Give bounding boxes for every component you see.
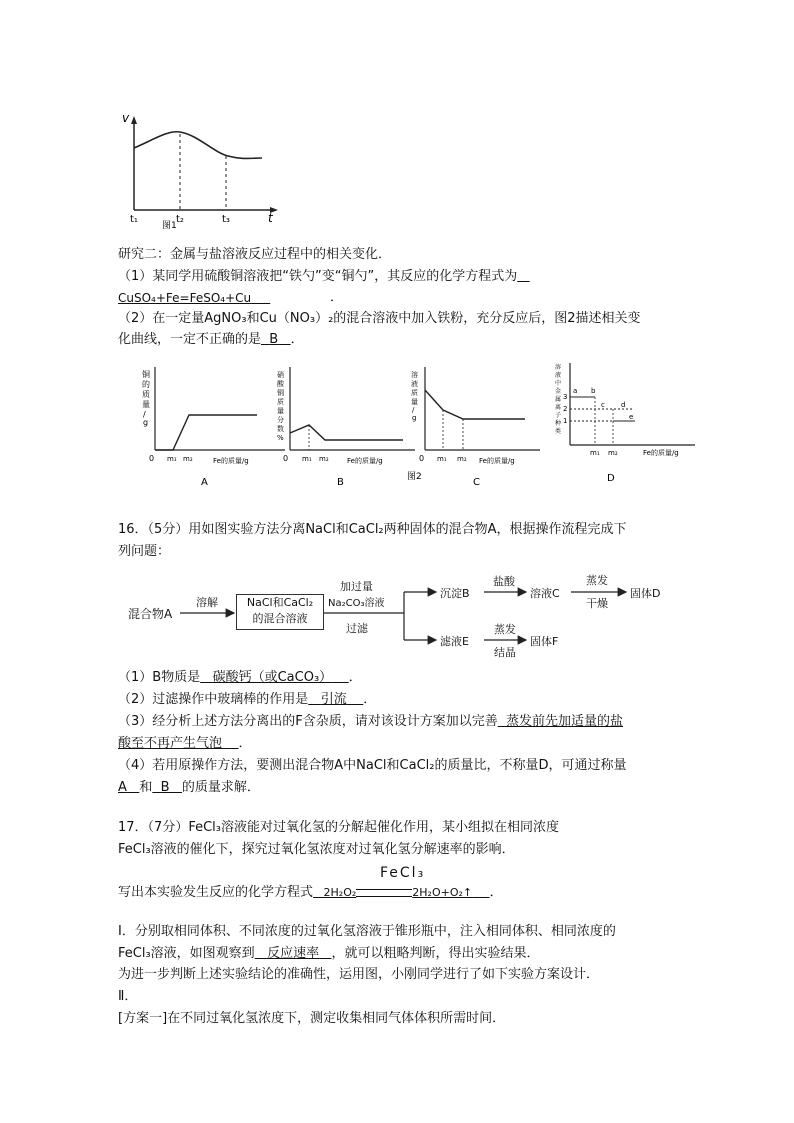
fig2-caption: 图2 — [407, 472, 422, 482]
fig1-tick-t2: t₂ — [176, 214, 184, 225]
flow-acid: 盐酸 — [493, 575, 515, 588]
fig1-tick-t1: t₁ — [130, 214, 138, 225]
q16-line2: 列问题： — [118, 544, 171, 559]
q16-answer-4b: A 和 B 的质量求解． — [118, 780, 260, 795]
fig1-x-label: t — [268, 211, 273, 225]
q17-part1-line2: FeCl₃溶液，如图观察到 反应速率 ，就可以粗略判断，得出实验结果． — [118, 946, 540, 961]
q17-line1: 17．（7分）FeCl₃溶液能对过氧化氢的分解起催化作用，某小组拟在相同浓度 — [118, 820, 559, 835]
q16-answer-1: （1）B物质是 碳酸钙（或CaCO₃） ． — [118, 670, 362, 685]
q17-equation: 写出本实验发生反应的化学方程式 2H₂O₂ 2H₂O+O₂↑ ． — [118, 885, 503, 900]
svg-text:Fe的质量/g: Fe的质量/g — [347, 457, 383, 465]
svg-text:金: 金 — [555, 388, 562, 395]
svg-text:液: 液 — [411, 380, 418, 388]
fig2-label-a: A — [201, 477, 208, 488]
svg-text:数: 数 — [277, 425, 284, 433]
svg-text:d: d — [621, 401, 626, 409]
svg-text:m₂: m₂ — [457, 455, 467, 463]
fig2-panel-d — [555, 363, 695, 484]
svg-text:0: 0 — [283, 454, 289, 463]
svg-text:e: e — [629, 413, 634, 421]
q17-part2: Ⅱ． — [118, 989, 138, 1004]
svg-text:m₂: m₂ — [608, 449, 618, 457]
fig1-caption: 图1 — [162, 221, 177, 230]
svg-text:质: 质 — [411, 389, 418, 397]
fig1-y-label: v — [122, 111, 130, 125]
flow-solution-c: 溶液C — [530, 587, 560, 600]
svg-text:溶: 溶 — [411, 371, 418, 379]
q17-line2: FeCl₃溶液的催化下，探究过氧化氢浓度对过氧化氢分解速率的影响． — [118, 842, 515, 857]
svg-text:种: 种 — [555, 420, 562, 427]
flow-crystallize: 结晶 — [494, 646, 516, 659]
svg-text:量: 量 — [277, 407, 284, 415]
svg-text:Fe的质量/g: Fe的质量/g — [643, 449, 679, 457]
flow-start: 混合物A — [128, 607, 173, 621]
flow-add-reagent-2: Na₂CO₃溶液 — [328, 598, 385, 609]
svg-text:溶: 溶 — [555, 364, 562, 371]
svg-text:属: 属 — [555, 396, 562, 403]
flow-evaporate-1: 蒸发 — [586, 574, 608, 587]
q2-answer: B — [269, 332, 279, 347]
svg-text:Fe的质量/g: Fe的质量/g — [213, 457, 249, 465]
fig2-label-c: C — [473, 477, 480, 488]
velocity-curve — [134, 132, 262, 159]
svg-text:a: a — [573, 387, 578, 395]
svg-text:量: 量 — [142, 400, 150, 409]
svg-text:子: 子 — [555, 412, 562, 419]
study2-q1 — [118, 268, 530, 286]
svg-text:%: % — [277, 434, 284, 442]
svg-text:酸: 酸 — [277, 380, 284, 388]
svg-text:c: c — [601, 401, 605, 409]
study2-heading: 研究二：金属与盐溶液反应过程中的相关变化． — [118, 247, 392, 262]
svg-text:液: 液 — [555, 372, 562, 379]
q16-answer-3b: 酸至不再产生气泡 ． — [118, 736, 252, 751]
svg-text:硝: 硝 — [277, 371, 284, 379]
q16-answer-4: （4）若用原操作方法，要测出混合物A中NaCl和CaCl₂的质量比，不称量D，可通过称量 — [118, 758, 627, 773]
svg-text:m₁: m₁ — [167, 455, 177, 463]
svg-text:铜: 铜 — [142, 370, 150, 379]
q1-answer: CuSO₄+Fe=FeSO₄+Cu — [118, 291, 252, 305]
q16-line1: 16．（5分）用如图实验方法分离NaCl和CaCl₂两种固体的混合物A，根据操作流程完成下 — [118, 522, 627, 537]
flow-evaporate-2: 蒸发 — [494, 623, 516, 636]
svg-text:m₁: m₁ — [437, 455, 447, 463]
flow-dry: 干燥 — [586, 597, 608, 610]
separation-flow-diagram — [128, 570, 688, 670]
svg-text:Fe的质量/g: Fe的质量/g — [479, 457, 515, 465]
svg-text:g: g — [412, 414, 417, 422]
figure-1-velocity-chart — [118, 110, 288, 230]
flow-precipitate-b: 沉淀B — [440, 587, 470, 600]
fig2-label-b: B — [337, 477, 344, 488]
q16-answer-2: （2）过滤操作中玻璃棒的作用是 引流 ． — [118, 692, 377, 707]
svg-text:b: b — [591, 387, 596, 395]
fig1-tick-t3: t₃ — [222, 214, 230, 225]
svg-text:分: 分 — [277, 416, 284, 424]
fig2-panel-b — [277, 367, 415, 488]
q17-catalyst: FeCl₃ — [380, 865, 426, 881]
svg-text:3: 3 — [563, 393, 568, 401]
svg-text:0: 0 — [419, 454, 425, 463]
svg-text:铜: 铜 — [277, 389, 284, 397]
svg-text:的: 的 — [142, 380, 150, 389]
fig2-panel-a — [142, 367, 285, 488]
figure-2-panels — [135, 355, 705, 490]
svg-text:离: 离 — [555, 404, 562, 411]
svg-text:质: 质 — [142, 390, 150, 399]
q1-prefix: （1）某同学用硫酸铜溶液把“铁勺”变“铜勺”，其反应的化学方程式为 — [118, 269, 518, 284]
svg-text:m₁: m₁ — [590, 449, 600, 457]
flow-mixed-solution-box: NaCl和CaCl₂ 的混合溶液 — [236, 594, 324, 630]
flow-add-reagent-1: 加过量 — [340, 580, 373, 593]
svg-text:m₂: m₂ — [319, 455, 329, 463]
flow-solid-d: 固体D — [630, 587, 661, 600]
q16-answer-3: （3）经分析上述方法分离出的F含杂质，请对该设计方案加以完善 蒸发前先加适量的盐 — [118, 714, 624, 729]
fig2-panel-c — [407, 367, 540, 488]
svg-text:量: 量 — [411, 398, 418, 406]
svg-text:中: 中 — [555, 380, 562, 387]
flow-filtrate-e: 滤液E — [440, 635, 469, 648]
svg-text:类: 类 — [555, 428, 562, 435]
q17-part1-line1: Ⅰ．分别取相同体积、不同浓度的过氧化氢溶液于锥形瓶中，注入相同体积、相同浓度的 — [118, 924, 616, 939]
svg-text:m₁: m₁ — [302, 455, 312, 463]
svg-text:1: 1 — [563, 417, 568, 425]
q2-line2: 化曲线，一定不正确的是 B ． — [118, 332, 304, 347]
svg-text:/: / — [143, 410, 146, 419]
fig2-label-d: D — [607, 473, 615, 484]
q17-part1-line3: 为进一步判断上述实验结论的准确性，运用图，小刚同学进行了如下实验方案设计． — [118, 967, 600, 982]
flow-step-dissolve: 溶解 — [196, 596, 218, 609]
svg-text:/: / — [412, 406, 415, 414]
svg-text:g: g — [143, 418, 149, 427]
svg-text:m₂: m₂ — [183, 455, 193, 463]
flow-solid-f: 固体F — [530, 635, 559, 648]
svg-text:质: 质 — [277, 398, 284, 406]
svg-text:0: 0 — [149, 454, 155, 463]
q17-plan1: [方案一]在不同过氧化氢浓度下，测定收集相同气体体积所需时间． — [118, 1011, 506, 1026]
flow-filter: 过滤 — [346, 622, 368, 635]
svg-text:2: 2 — [563, 405, 568, 413]
q2-line1: （2）在一定量AgNO₃和Cu（NO₃）₂的混合溶液中加入铁粉，充分反应后，图2描述相关变 — [118, 311, 641, 326]
